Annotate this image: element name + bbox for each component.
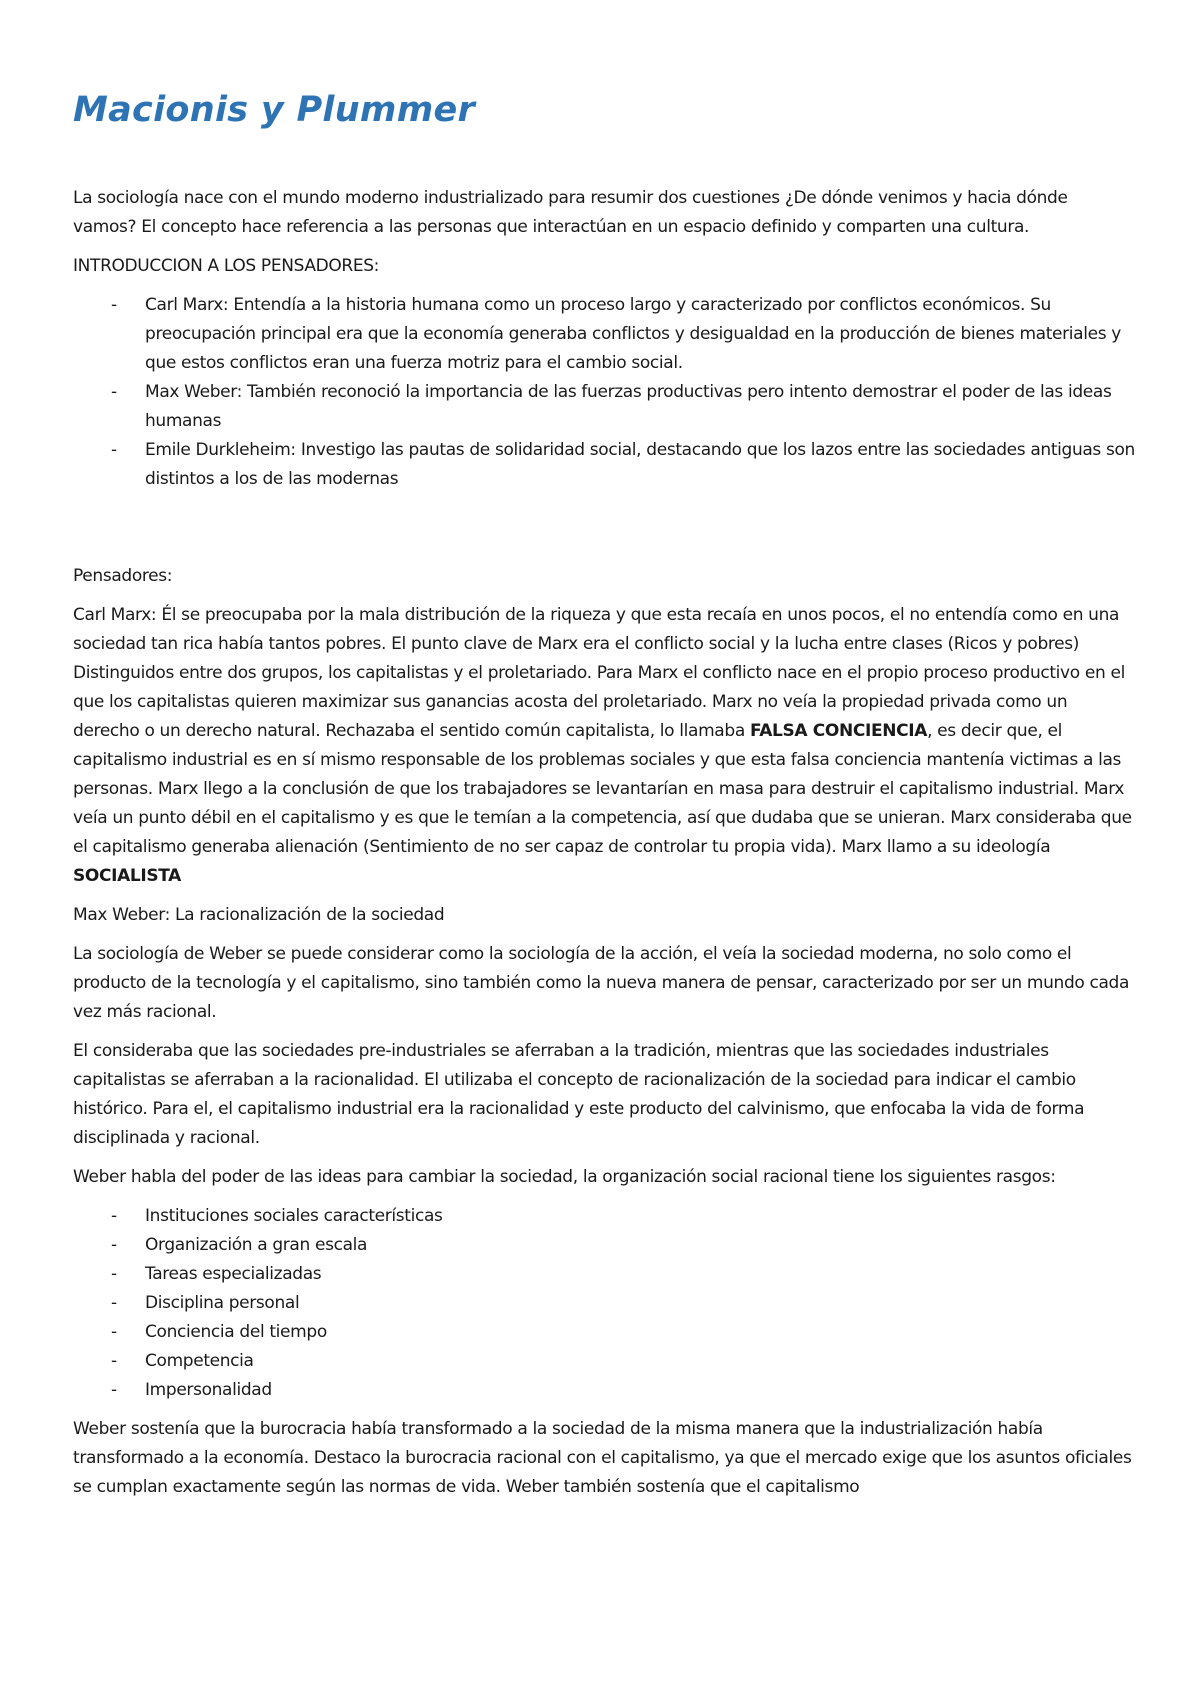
marx-bold-socialista: SOCIALISTA <box>73 866 181 886</box>
weber-paragraph-2: El consideraba que las sociedades pre-industriales se aferraban a la tradición, mientras que las sociedades industriales capitalistas se aferraban a la racionalidad. El utilizaba el concepto de racionalización de la sociedad para indicar el cambio histórico. Para el, el capitalismo industrial era la racionalidad y este producto del calvinismo, que enfocaba la vida de forma disciplinada y racional. <box>73 1041 1085 1148</box>
list-item: - Disciplina personal <box>73 1289 1135 1318</box>
marx-bold-falsa-conciencia: FALSA CONCIENCIA <box>749 721 928 741</box>
list-item: - Emile Durkleheim: Investigo las pautas de solidaridad social, destacando que los lazos entre las sociedades antiguas son distintos a los de las modernas <box>73 436 1135 494</box>
weber-paragraph-3: Weber habla del poder de las ideas para cambiar la sociedad, la organización social racional tiene los siguientes rasgos: <box>73 1167 1056 1187</box>
list-item: - Tareas especializadas <box>73 1260 1135 1289</box>
marx-text-2: , es decir que, el capitalismo industrial es en sí mismo responsable de los problemas sociales y que esta falsa conciencia mantenía victimas a las personas. Marx llego a la conclusión de que los trabajadores se levantarían en masa para destruir el capitalismo industrial. Marx veía un punto débil en el capitalismo y es que le temían a la competencia, así que dudaba que se unieran. Marx consideraba que el capitalismo generaba alienación (Sentimiento de no ser capaz de controlar tu propia vida). Marx llamo a su ideología <box>73 721 1132 857</box>
weber-heading: Max Weber: La racionalización de la sociedad <box>73 905 445 925</box>
list-item: - Impersonalidad <box>73 1376 1135 1405</box>
weber-traits-list <box>73 1202 1135 1405</box>
list-item: - Carl Marx: Entendía a la historia humana como un proceso largo y caracterizado por conflictos económicos. Su preocupación principal era que la economía generaba conflictos y desigualdad en la producción de bienes materiales y que estos conflictos eran una fuerza motriz para el cambio social. <box>73 291 1135 378</box>
list-item: - Organización a gran escala <box>73 1231 1135 1260</box>
list-item: - Competencia <box>73 1347 1135 1376</box>
weber-paragraph-4: Weber sostenía que la burocracia había transformado a la sociedad de la misma manera que la industrialización había transformado a la economía. Destaco la burocracia racional con el capitalismo, ya que el mercado exige que los asuntos oficiales se cumplan exactamente según las normas de vida. Weber también sostenía que el capitalismo <box>73 1419 1132 1497</box>
list-item: - Instituciones sociales características <box>73 1202 1135 1231</box>
pensadores-heading: Pensadores: <box>73 566 173 586</box>
spacer <box>73 504 1135 562</box>
list-item: - Conciencia del tiempo <box>73 1318 1135 1347</box>
intro-heading: INTRODUCCION A LOS PENSADORES: <box>73 256 380 276</box>
list-item: - Max Weber: También reconoció la importancia de las fuerzas productivas pero intento demostrar el poder de las ideas humanas <box>73 378 1135 436</box>
intro-list <box>73 291 1135 494</box>
weber-paragraph-1: La sociología de Weber se puede considerar como la sociología de la acción, el veía la sociedad moderna, no solo como el producto de la tecnología y el capitalismo, sino también como la nueva manera de pensar, caracterizado por ser un mundo cada vez más racional. <box>73 944 1130 1022</box>
document-page <box>73 88 1135 1512</box>
marx-paragraph <box>73 601 1135 891</box>
marx-text-1: Carl Marx: Él se preocupaba por la mala distribución de la riqueza y que esta recaía en unos pocos, el no entendía como en una sociedad tan rica había tantos pobres. El punto clave de Marx era el conflicto social y la lucha entre clases (Ricos y pobres) Distinguidos entre dos grupos, los capitalistas y el proletariado. Para Marx el conflicto nace en el propio proceso productivo en el que los capitalistas quieren maximizar sus ganancias acosta del proletariado. Marx no veía la propiedad privada como un derecho o un derecho natural. Rechazaba el sentido común capitalista, lo llamaba <box>73 605 1125 741</box>
intro-paragraph: La sociología nace con el mundo moderno industrializado para resumir dos cuestiones ¿De dónde venimos y hacia dónde vamos? El concepto hace referencia a las personas que interactúan en un espacio definido y comparten una cultura. <box>73 188 1068 237</box>
document-title: Macionis y Plummer <box>73 90 476 130</box>
